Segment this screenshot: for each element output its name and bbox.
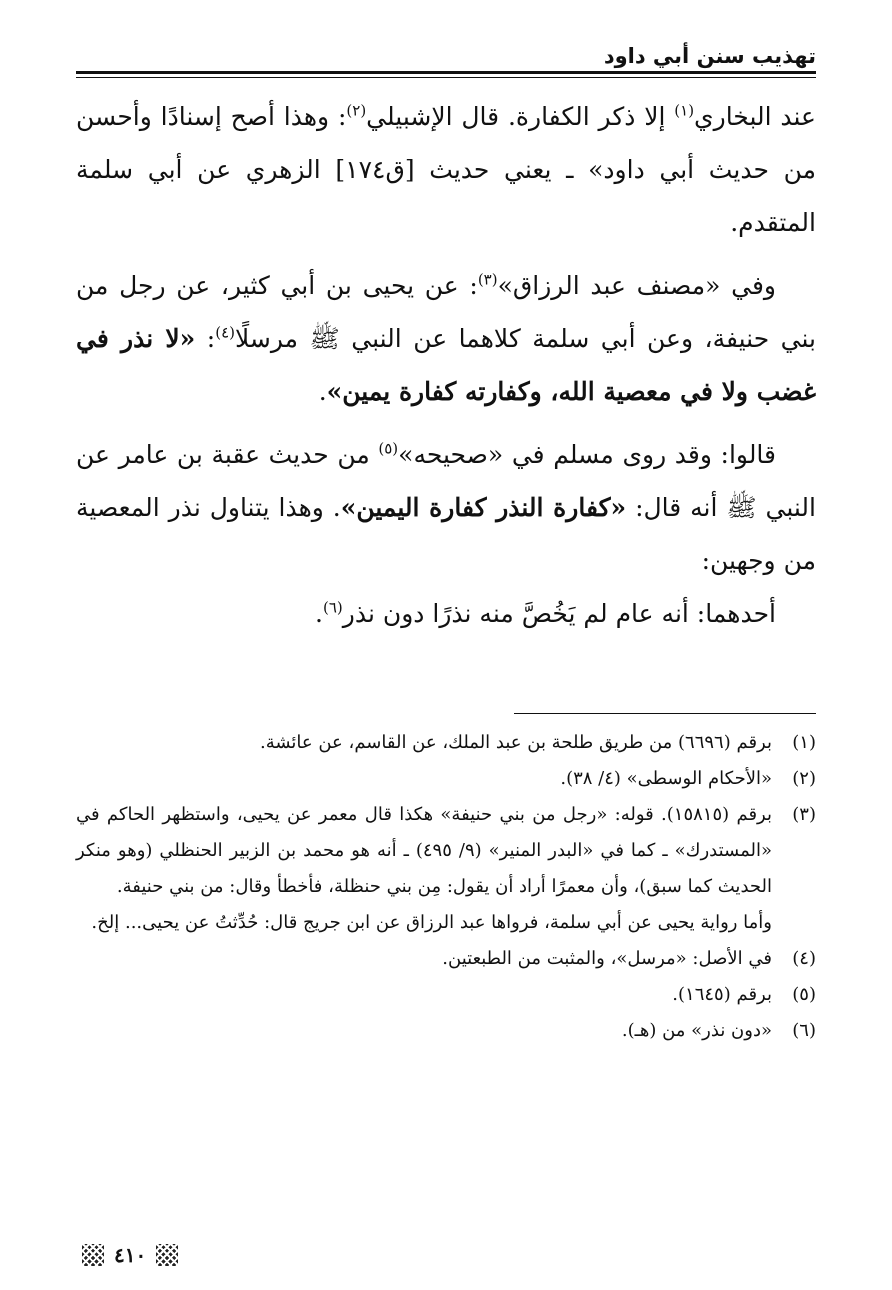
footnote-number: (٦) (792, 1020, 816, 1041)
footnote-ref-3: (٣) (477, 270, 498, 289)
header-title: تهذيب سنن أبي داود (603, 44, 816, 68)
hadith-quote: «كفارة النذر كفارة اليمين» (340, 493, 627, 522)
footnotes (76, 725, 816, 1049)
footnote-text: برقم (١٥٨١٥). قوله: «رجل من بني حنيفة» هكذا قال معمر عن يحيى، واستظهر الحاكم في «المستدرك» ـ كما في «البدر المنير» (٩/ ٤٩٥) ـ أنه هو محمد بن الزبير الحنظلي (وهو منكر الحديث كما سبق)، وأن معمرًا أراد أن يقول: مِن بني حنظلة، فأخطأ وقال: من بني حنيفة. (76, 804, 772, 897)
text-run: . وهذا يتناول نذر المعصية من وجهين: (76, 493, 816, 575)
footnote-3-continuation: وأما رواية يحيى عن أبي سلمة، فرواها عبد الرزاق عن ابن جريج قال: حُدِّثتُ عن يحيى... إلخ. (91, 912, 772, 933)
footnote-ref-6: (٦) (322, 598, 343, 617)
ornament-icon (156, 1244, 178, 1266)
footnote-number: (٣) (792, 804, 816, 825)
footnote-3 (76, 797, 816, 905)
footnote-ref-2: (٢) (346, 101, 367, 120)
text-run: . (315, 599, 323, 628)
text-run: وفي «مصنف عبد الرزاق» (497, 271, 776, 300)
footnote-5 (76, 977, 816, 1013)
footnote-number: (١) (792, 732, 816, 753)
text-run: : عن يحيى بن أبي كثير، عن رجل من بني حنيفة، وعن أبي سلمة كلاهما عن النبي ﷺ مرسلًا (76, 271, 816, 353)
footnote-number: (٢) (792, 768, 816, 789)
main-text (76, 90, 816, 640)
footnote-text: برقم (٦٦٩٦) من طريق طلحة بن عبد الملك، عن القاسم، عن عائشة. (259, 732, 772, 753)
header-rule-thick (76, 71, 816, 74)
footnote-6 (76, 1013, 816, 1049)
paragraph-4 (76, 587, 816, 640)
text-run: . (318, 377, 327, 406)
text-run: : وهذا أصح إسنادًا وأحسن من حديث أبي داود» ـ يعني حديث [ق١٧٤] الزهري عن أبي سلمة المتقدم. (76, 102, 816, 237)
text-run: من حديث عقبة بن عامر عن النبي ﷺ أنه قال: (76, 440, 816, 522)
footnote-text: «الأحكام الوسطى» (٤/ ٣٨). (560, 768, 772, 789)
text-run: إلا ذكر الكفارة. قال الإشبيلي (366, 102, 675, 131)
running-header (76, 38, 816, 78)
page-number-block (76, 1240, 184, 1270)
text-run: أحدهما: أنه عام لم يَخُصَّ منه نذرًا دون نذر (342, 599, 776, 628)
footnote-separator (514, 713, 816, 714)
footnote-number: (٥) (792, 984, 816, 1005)
hadith-quote: «لا نذر في غضب ولا في معصية الله، وكفارته كفارة يمين» (76, 324, 816, 406)
footnote-text: برقم (١٦٤٥). (672, 984, 772, 1005)
footnote-2 (76, 761, 816, 797)
footnote-ref-5: (٥) (378, 439, 399, 458)
footnote-ref-1: (١) (674, 101, 695, 120)
footnote-number: (٤) (792, 948, 816, 969)
paragraph-1 (76, 90, 816, 249)
text-run: : (195, 324, 216, 353)
paragraph-2 (76, 259, 816, 418)
text-run: عند البخاري (694, 102, 816, 131)
paragraph-3 (76, 428, 816, 587)
footnote-4 (76, 941, 816, 977)
text-run: قالوا: وقد روى مسلم في «صحيحه» (398, 440, 777, 469)
page-number: ٤١٠ (114, 1243, 147, 1267)
footnote-ref-4: (٤) (215, 323, 236, 342)
ornament-icon (82, 1244, 104, 1266)
footnote-text: «دون نذر» من (هـ). (621, 1020, 772, 1041)
header-rule-thin (76, 77, 816, 78)
footnote-text: في الأصل: «مرسل»، والمثبت من الطبعتين. (442, 948, 772, 969)
footnote-1 (76, 725, 816, 761)
